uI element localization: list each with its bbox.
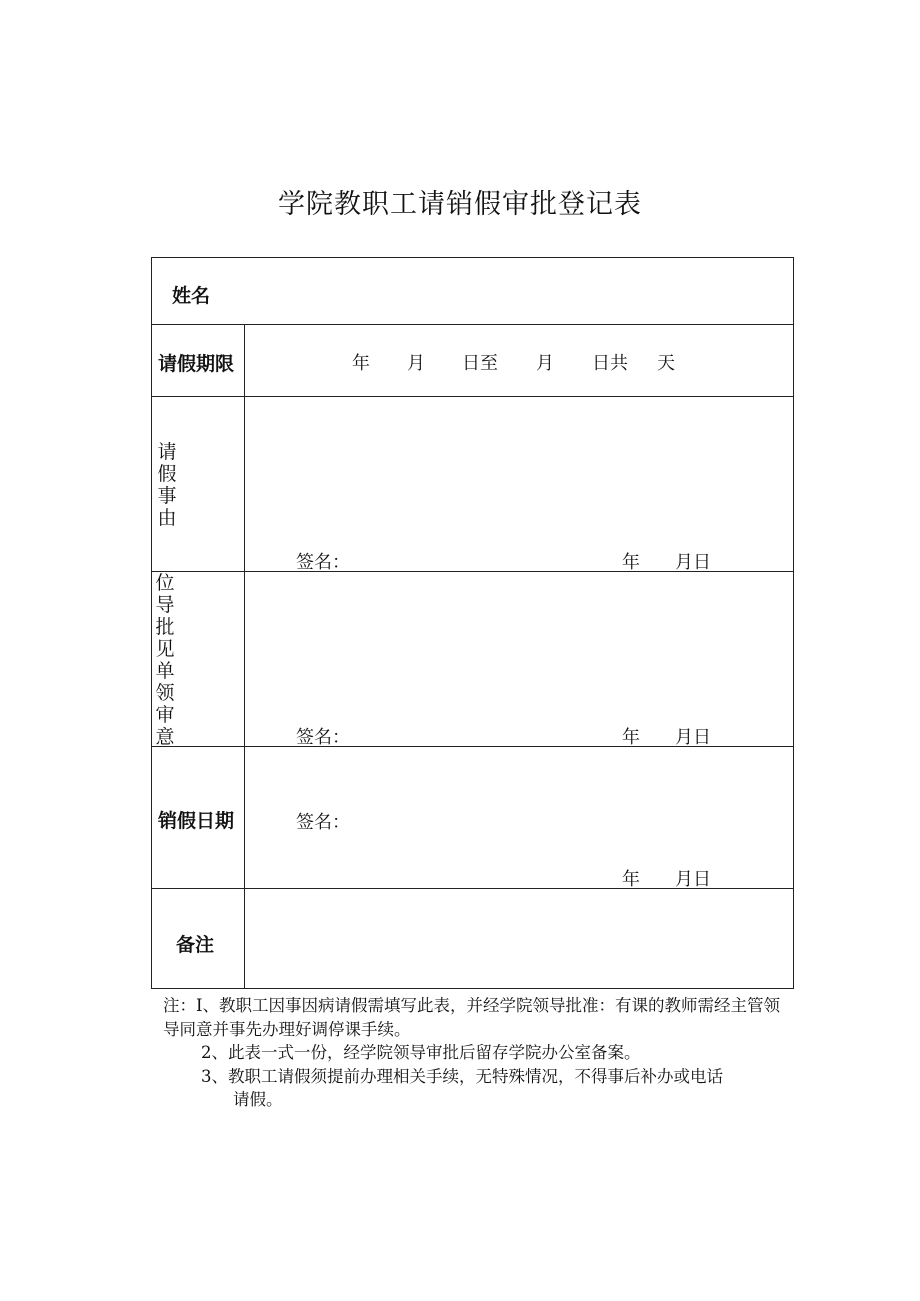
row-divider bbox=[152, 396, 793, 397]
period-year: 年 bbox=[352, 353, 370, 374]
reason-sign-label: 签名： bbox=[296, 552, 350, 573]
reason-date-month-day: 月日 bbox=[675, 552, 711, 573]
name-field[interactable] bbox=[247, 262, 787, 320]
period-days: 天 bbox=[657, 353, 675, 374]
note-2: 2、此表一式一份，经学院领导审批后留存学院办公室备案。 bbox=[201, 1043, 641, 1062]
notes bbox=[163, 994, 793, 1112]
remarks-label: 备注 bbox=[176, 934, 215, 956]
return-date-year: 年 bbox=[622, 869, 640, 890]
period-day-to: 日至 bbox=[462, 353, 498, 374]
approval-field[interactable] bbox=[247, 575, 792, 743]
leave-form-table bbox=[151, 257, 794, 989]
approval-sign-label: 签名： bbox=[296, 727, 350, 748]
return-date-label: 销假日期 bbox=[158, 810, 235, 832]
reason-date-year: 年 bbox=[622, 552, 640, 573]
period-field[interactable] bbox=[247, 328, 792, 392]
row-divider bbox=[152, 324, 793, 325]
period-label: 请假期限 bbox=[158, 353, 235, 375]
reason-label: 请 假 事 由 bbox=[157, 441, 177, 529]
period-day-total: 日共 bbox=[592, 353, 628, 374]
column-divider bbox=[244, 324, 245, 989]
remarks-field[interactable] bbox=[247, 892, 792, 986]
approval-date-year: 年 bbox=[622, 727, 640, 748]
period-month-end: 月 bbox=[536, 353, 554, 374]
period-month-start: 月 bbox=[407, 353, 425, 374]
note-1: 注：I、教职工因事因病请假需填写此表，并经学院领导批准：有课的教师需经主管领导同意并事先办理好调停课手续。 bbox=[163, 996, 781, 1039]
note-3-continued: 请假。 bbox=[233, 1090, 283, 1109]
return-sign-label: 签名： bbox=[296, 812, 350, 833]
return-date-month-day: 月日 bbox=[675, 869, 711, 890]
reason-field[interactable] bbox=[247, 400, 792, 568]
form-title: 学院教职工请销假审批登记表 bbox=[278, 189, 642, 220]
name-label: 姓名 bbox=[172, 285, 211, 307]
note-3: 3、教职工请假须提前办理相关手续，无特殊情况，不得事后补办或电话 bbox=[201, 1066, 723, 1086]
approval-date-month-day: 月日 bbox=[675, 727, 711, 748]
approval-label: 位 导 批 见 单 领 审 意 bbox=[155, 572, 175, 748]
